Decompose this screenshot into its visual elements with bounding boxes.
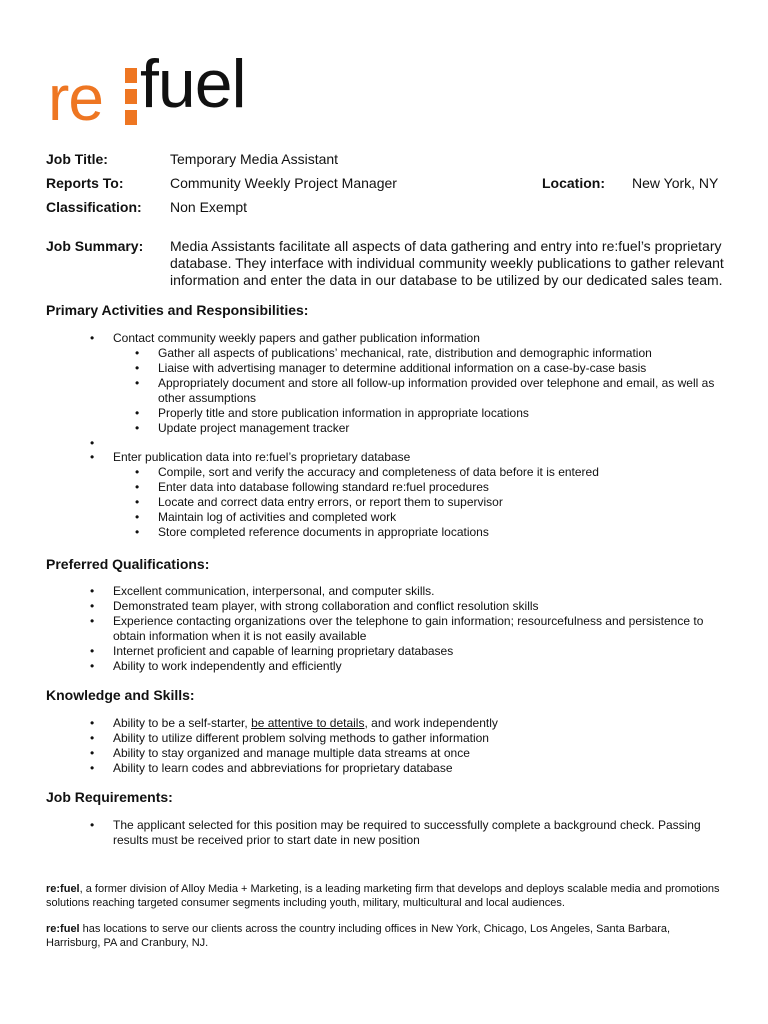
list-item: • Compile, sort and verify the accuracy and completeness of data before it is entered (158, 465, 723, 480)
list-item: • Internet proficient and capable of learning proprietary databases (113, 644, 723, 659)
skills-underlined-text: be attentive to details (251, 716, 365, 730)
list-item: • Ability to stay organized and manage multiple data streams at once (113, 746, 723, 761)
qualifications-list (113, 584, 723, 674)
logo-colon-mark (125, 68, 137, 128)
skills-heading: Knowledge and Skills: (46, 687, 195, 703)
job-summary-label: Job Summary: (46, 238, 144, 254)
skills-list (113, 716, 723, 776)
list-item (113, 716, 723, 731)
list-item: • Appropriately document and store all follow-up information provided over telephone and email, as well as other assumptions (158, 376, 723, 406)
reports-to-value: Community Weekly Project Manager (170, 175, 397, 191)
classification-label: Classification: (46, 199, 142, 215)
list-item-text: Enter publication data into re:fuel’s proprietary database (113, 450, 411, 464)
job-title-value: Temporary Media Assistant (170, 151, 339, 167)
job-summary-text: Media Assistants facilitate all aspects of data gathering and entry into re:fuel’s proprietary database. They interface with individual community weekly publications to gather relevant information and enter the data in our database to be utilized by our dedicated sales team. (170, 238, 724, 288)
brand-name: re:fuel (46, 883, 80, 895)
list-item (113, 450, 723, 540)
logo-fuel-text: fuel (140, 46, 246, 122)
list-item (113, 331, 723, 436)
list-item: • Store completed reference documents in appropriate locations (158, 525, 723, 540)
list-item: • Update project management tracker (158, 421, 723, 436)
list-item: • Ability to learn codes and abbreviations for proprietary database (113, 761, 723, 776)
classification-value: Non Exempt (170, 199, 248, 215)
list-item: • Experience contacting organizations over the telephone to gain information; resourcefulness and persistence to obtain information when it is not easily available (113, 614, 723, 644)
brand-name: re:fuel (46, 923, 80, 935)
requirements-list (113, 818, 723, 848)
list-item: • Liaise with advertising manager to determine additional information on a case-by-case basis (158, 361, 723, 376)
qualifications-heading: Preferred Qualifications: (46, 556, 210, 572)
job-title-label: Job Title: (46, 151, 108, 167)
primary-activities-list (113, 331, 723, 540)
company-locations (46, 922, 726, 950)
list-item: • Gather all aspects of publications’ mechanical, rate, distribution and demographic information (158, 346, 723, 361)
company-description (46, 882, 726, 910)
location-label: Location: (542, 175, 605, 191)
reports-to-label: Reports To: (46, 175, 124, 191)
sub-list (113, 465, 723, 540)
list-item: • Enter data into database following standard re:fuel procedures (158, 480, 723, 495)
list-item: • Ability to work independently and efficiently (113, 659, 723, 674)
company-locations-text: has locations to serve our clients across the country including offices in New York, Chicago, Los Angeles, Santa Barbara, Harrisburg, PA and Cranbury, NJ. (46, 923, 671, 949)
sub-list (113, 346, 723, 436)
list-item-text: Contact community weekly papers and gather publication information (113, 331, 480, 345)
requirements-heading: Job Requirements: (46, 789, 173, 805)
location-value: New York, NY (632, 175, 719, 191)
list-item: • Ability to utilize different problem solving methods to gather information (113, 731, 723, 746)
primary-activities-heading: Primary Activities and Responsibilities: (46, 302, 309, 318)
list-item: • Demonstrated team player, with strong collaboration and conflict resolution skills (113, 599, 723, 614)
list-item: • Excellent communication, interpersonal, and computer skills. (113, 584, 723, 599)
skills-text-after: , and work independently (364, 716, 498, 730)
skills-text-before: Ability to be a self-starter, (113, 716, 252, 730)
list-item: • Properly title and store publication information in appropriate locations (158, 406, 723, 421)
logo-re-text: re (48, 62, 103, 134)
list-item: • Maintain log of activities and completed work (158, 510, 723, 525)
refuel-logo (48, 46, 268, 136)
list-item: • The applicant selected for this position may be required to successfully complete a background check. Passing results must be received prior to start date in new position (113, 818, 723, 848)
list-item: • Locate and correct data entry errors, or report them to supervisor (158, 495, 723, 510)
company-description-text: , a former division of Alloy Media + Marketing, is a leading marketing firm that develops and deploys scalable media and promotions solutions reaching targeted consumer segments including youth, military, multicultural and local audiences. (46, 883, 720, 909)
list-spacer (113, 436, 723, 450)
